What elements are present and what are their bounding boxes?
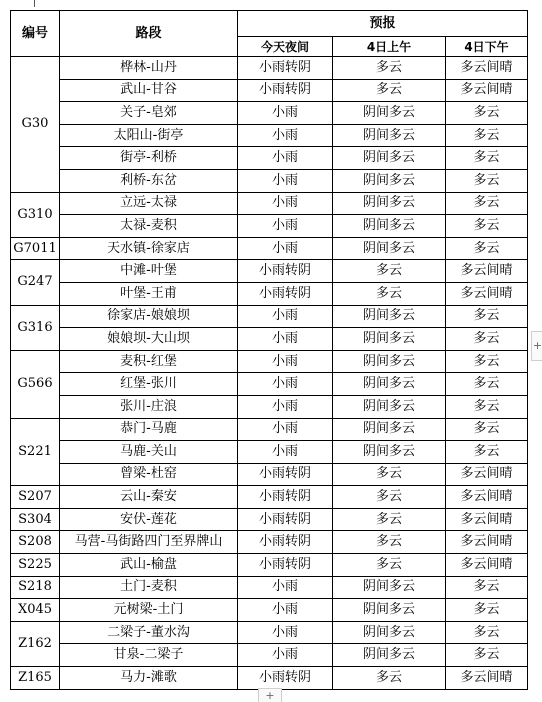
afternoon-cell: 多云: [446, 305, 528, 328]
tonight-cell: 小雨转阴: [238, 667, 333, 690]
table-row: [11, 328, 528, 351]
tonight-cell: 小雨: [238, 305, 333, 328]
page-corner-mark: [34, 0, 35, 7]
morning-cell: 阴间多云: [333, 169, 446, 192]
morning-cell: 阴间多云: [333, 147, 446, 170]
tonight-cell: 小雨: [238, 124, 333, 147]
morning-cell: 多云: [333, 463, 446, 486]
afternoon-cell: 多云间晴: [446, 667, 528, 690]
morning-cell: 多云: [333, 79, 446, 102]
tonight-cell: 小雨转阴: [238, 79, 333, 102]
morning-cell: 阴间多云: [333, 599, 446, 622]
table-row: [11, 644, 528, 667]
segment-cell: 太禄-麦积: [60, 215, 238, 238]
header-segment: 路段: [60, 11, 238, 57]
header-row-1: [11, 11, 528, 37]
route-code-cell: Z162: [11, 621, 60, 666]
route-code-cell: X045: [11, 599, 60, 622]
morning-cell: 阴间多云: [333, 102, 446, 125]
segment-cell: 云山-秦安: [60, 486, 238, 509]
table-row: [11, 57, 528, 80]
route-code-cell: G316: [11, 305, 60, 350]
segment-cell: 中滩-叶堡: [60, 260, 238, 283]
table-row: [11, 192, 528, 215]
table-row: [11, 79, 528, 102]
morning-cell: 多云: [333, 554, 446, 577]
segment-cell: 马力-滩歌: [60, 667, 238, 690]
table-row: [11, 124, 528, 147]
segment-cell: 徐家店-娘娘坝: [60, 305, 238, 328]
tonight-cell: 小雨: [238, 373, 333, 396]
segment-cell: 叶堡-王甫: [60, 282, 238, 305]
table-row: [11, 260, 528, 283]
morning-cell: 阴间多云: [333, 441, 446, 464]
afternoon-cell: 多云间晴: [446, 531, 528, 554]
afternoon-cell: 多云间晴: [446, 79, 528, 102]
afternoon-cell: 多云间晴: [446, 486, 528, 509]
afternoon-cell: 多云: [446, 169, 528, 192]
afternoon-cell: 多云: [446, 350, 528, 373]
afternoon-cell: 多云: [446, 328, 528, 351]
morning-cell: 多云: [333, 260, 446, 283]
afternoon-cell: 多云: [446, 192, 528, 215]
afternoon-cell: 多云间晴: [446, 463, 528, 486]
route-code-cell: S221: [11, 418, 60, 486]
morning-cell: 阴间多云: [333, 395, 446, 418]
tonight-cell: 小雨: [238, 418, 333, 441]
segment-cell: 曾梁-杜窑: [60, 463, 238, 486]
header-tonight: 今天夜间: [238, 37, 333, 57]
afternoon-cell: 多云: [446, 124, 528, 147]
route-code-cell: S225: [11, 554, 60, 577]
table-row: [11, 508, 528, 531]
segment-cell: 武山-榆盘: [60, 554, 238, 577]
afternoon-cell: 多云间晴: [446, 57, 528, 80]
afternoon-cell: 多云间晴: [446, 554, 528, 577]
segment-cell: 天水镇-徐家店: [60, 237, 238, 260]
route-code-cell: G7011: [11, 237, 60, 260]
segment-cell: 安伏-莲花: [60, 508, 238, 531]
morning-cell: 阴间多云: [333, 305, 446, 328]
table-row: [11, 215, 528, 238]
afternoon-cell: 多云: [446, 418, 528, 441]
morning-cell: 阴间多云: [333, 373, 446, 396]
tonight-cell: 小雨转阴: [238, 531, 333, 554]
morning-cell: 多云: [333, 667, 446, 690]
segment-cell: 关子-皂郊: [60, 102, 238, 125]
afternoon-cell: 多云: [446, 373, 528, 396]
afternoon-cell: 多云: [446, 102, 528, 125]
segment-cell: 太阳山-街亭: [60, 124, 238, 147]
table-row: [11, 169, 528, 192]
tonight-cell: 小雨: [238, 192, 333, 215]
tonight-cell: 小雨转阴: [238, 554, 333, 577]
road-weather-forecast-table: [10, 10, 528, 690]
segment-cell: 马营-马街路四门至界牌山: [60, 531, 238, 554]
morning-cell: 阴间多云: [333, 124, 446, 147]
segment-cell: 甘泉-二梁子: [60, 644, 238, 667]
tonight-cell: 小雨: [238, 576, 333, 599]
morning-cell: 阴间多云: [333, 215, 446, 238]
afternoon-cell: 多云: [446, 215, 528, 238]
route-code-cell: S208: [11, 531, 60, 554]
tonight-cell: 小雨转阴: [238, 57, 333, 80]
table-row: [11, 667, 528, 690]
tonight-cell: 小雨转阴: [238, 282, 333, 305]
segment-cell: 麦积-红堡: [60, 350, 238, 373]
table-row: [11, 599, 528, 622]
tonight-cell: 小雨: [238, 350, 333, 373]
segment-cell: 红堡-张川: [60, 373, 238, 396]
morning-cell: 阴间多云: [333, 350, 446, 373]
table-row: [11, 463, 528, 486]
morning-cell: 多云: [333, 57, 446, 80]
segment-cell: 恭门-马鹿: [60, 418, 238, 441]
table-row: [11, 147, 528, 170]
segment-cell: 马鹿-关山: [60, 441, 238, 464]
header-afternoon: 4日下午: [446, 37, 528, 57]
table-row: [11, 373, 528, 396]
afternoon-cell: 多云: [446, 237, 528, 260]
tonight-cell: 小雨: [238, 237, 333, 260]
tonight-cell: 小雨: [238, 599, 333, 622]
tonight-cell: 小雨: [238, 395, 333, 418]
table-row: [11, 441, 528, 464]
route-code-cell: Z165: [11, 667, 60, 690]
tonight-cell: 小雨: [238, 147, 333, 170]
table-row: [11, 102, 528, 125]
segment-cell: 土门-麦积: [60, 576, 238, 599]
table-row: [11, 282, 528, 305]
tonight-cell: 小雨: [238, 441, 333, 464]
table-body: [11, 57, 528, 690]
afternoon-cell: 多云: [446, 621, 528, 644]
morning-cell: 多云: [333, 486, 446, 509]
tonight-cell: 小雨转阴: [238, 463, 333, 486]
tonight-cell: 小雨转阴: [238, 486, 333, 509]
table-row: [11, 486, 528, 509]
route-code-cell: S207: [11, 486, 60, 509]
afternoon-cell: 多云: [446, 644, 528, 667]
side-expand-button[interactable]: +: [531, 331, 542, 361]
header-code: 编号: [11, 11, 60, 57]
header-forecast: 预报: [238, 11, 528, 37]
route-code-cell: G247: [11, 260, 60, 305]
segment-cell: 武山-甘谷: [60, 79, 238, 102]
tonight-cell: 小雨: [238, 169, 333, 192]
table-row: [11, 237, 528, 260]
morning-cell: 阴间多云: [333, 644, 446, 667]
morning-cell: 阴间多云: [333, 328, 446, 351]
route-code-cell: G566: [11, 350, 60, 418]
route-code-cell: S304: [11, 508, 60, 531]
morning-cell: 阴间多云: [333, 237, 446, 260]
morning-cell: 阴间多云: [333, 576, 446, 599]
table-row: [11, 531, 528, 554]
table-row: [11, 395, 528, 418]
route-code-cell: G30: [11, 57, 60, 193]
segment-cell: 利桥-东岔: [60, 169, 238, 192]
table-row: [11, 621, 528, 644]
afternoon-cell: 多云间晴: [446, 508, 528, 531]
route-code-cell: S218: [11, 576, 60, 599]
morning-cell: 多云: [333, 282, 446, 305]
afternoon-cell: 多云间晴: [446, 260, 528, 283]
afternoon-cell: 多云: [446, 576, 528, 599]
afternoon-cell: 多云: [446, 147, 528, 170]
morning-cell: 阴间多云: [333, 621, 446, 644]
afternoon-cell: 多云间晴: [446, 282, 528, 305]
segment-cell: 娘娘坝-大山坝: [60, 328, 238, 351]
add-row-button[interactable]: +: [258, 688, 282, 702]
tonight-cell: 小雨: [238, 215, 333, 238]
tonight-cell: 小雨: [238, 328, 333, 351]
afternoon-cell: 多云: [446, 395, 528, 418]
morning-cell: 多云: [333, 508, 446, 531]
table-row: [11, 418, 528, 441]
tonight-cell: 小雨: [238, 102, 333, 125]
table-row: [11, 305, 528, 328]
segment-cell: 二梁子-董水沟: [60, 621, 238, 644]
segment-cell: 桦林-山丹: [60, 57, 238, 80]
tonight-cell: 小雨转阴: [238, 260, 333, 283]
afternoon-cell: 多云: [446, 599, 528, 622]
route-code-cell: G310: [11, 192, 60, 237]
segment-cell: 元树梁-土门: [60, 599, 238, 622]
tonight-cell: 小雨转阴: [238, 508, 333, 531]
tonight-cell: 小雨: [238, 621, 333, 644]
segment-cell: 街亭-利桥: [60, 147, 238, 170]
header-morning: 4日上午: [333, 37, 446, 57]
table-row: [11, 576, 528, 599]
segment-cell: 立远-太禄: [60, 192, 238, 215]
table-row: [11, 350, 528, 373]
tonight-cell: 小雨: [238, 644, 333, 667]
afternoon-cell: 多云: [446, 441, 528, 464]
segment-cell: 张川-庄浪: [60, 395, 238, 418]
morning-cell: 阴间多云: [333, 192, 446, 215]
table-row: [11, 554, 528, 577]
morning-cell: 多云: [333, 531, 446, 554]
morning-cell: 阴间多云: [333, 418, 446, 441]
